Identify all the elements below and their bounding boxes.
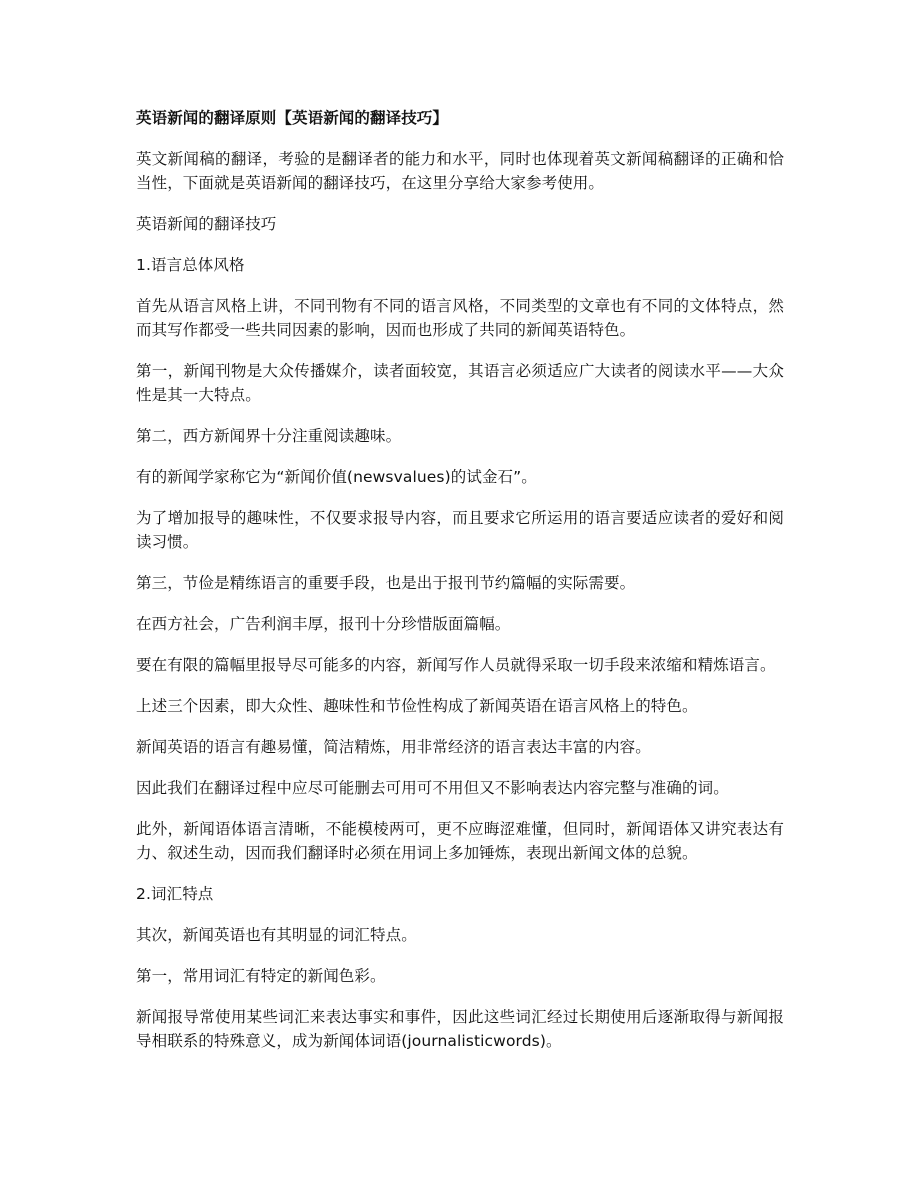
paragraph-intro: 英文新闻稿的翻译，考验的是翻译者的能力和水平，同时也体现着英文新闻稿翻译的正确和恰当性，下面就是英语新闻的翻译技巧，在这里分享给大家参考使用。 [136, 150, 784, 192]
document-page [136, 106, 784, 1070]
paragraph: 有的新闻学家称它为“新闻价值(newsvalues)的试金石”。 [136, 468, 537, 486]
paragraph: 新闻英语的语言有趣易懂，简洁精炼，用非常经济的语言表达丰富的内容。 [136, 738, 651, 756]
section-heading-vocabulary: 2.词汇特点 [136, 885, 214, 903]
section-heading-techniques: 英语新闻的翻译技巧 [136, 215, 277, 233]
paragraph: 在西方社会，广告利润丰厚，报刊十分珍惜版面篇幅。 [136, 615, 511, 633]
paragraph: 其次，新闻英语也有其明显的词汇特点。 [136, 926, 417, 944]
paragraph: 因此我们在翻译过程中应尽可能删去可用可不用但又不影响表达内容完整与准确的词。 [136, 779, 729, 797]
paragraph: 第一，常用词汇有特定的新闻色彩。 [136, 967, 386, 985]
paragraph: 第一，新闻刊物是大众传播媒介，读者面较宽，其语言必须适应广大读者的阅读水平——大众性是其一大特点。 [136, 362, 784, 404]
paragraph: 新闻报导常使用某些词汇来表达事实和事件，因此这些词汇经过长期使用后逐渐取得与新闻报导相联系的特殊意义，成为新闻体词语(journalisticwords)。 [136, 1008, 784, 1050]
section-heading-style: 1.语言总体风格 [136, 256, 245, 274]
paragraph: 要在有限的篇幅里报导尽可能多的内容，新闻写作人员就得采取一切手段来浓缩和精炼语言。 [136, 656, 776, 674]
paragraph: 第三，节俭是精练语言的重要手段，也是出于报刊节约篇幅的实际需要。 [136, 574, 636, 592]
paragraph: 此外，新闻语体语言清晰，不能模棱两可，更不应晦涩难懂，但同时，新闻语体又讲究表达有力、叙述生动，因而我们翻译时必须在用词上多加锤炼，表现出新闻文体的总貌。 [136, 820, 784, 862]
paragraph: 为了增加报导的趣味性，不仅要求报导内容，而且要求它所运用的语言要适应读者的爱好和阅读习惯。 [136, 509, 784, 551]
paragraph: 首先从语言风格上讲，不同刊物有不同的语言风格，不同类型的文章也有不同的文体特点，然而其写作都受一些共同因素的影响，因而也形成了共同的新闻英语特色。 [136, 297, 784, 339]
paragraph: 第二，西方新闻界十分注重阅读趣味。 [136, 427, 402, 445]
paragraph: 上述三个因素，即大众性、趣味性和节俭性构成了新闻英语在语言风格上的特色。 [136, 697, 698, 715]
document-title: 英语新闻的翻译原则【英语新闻的翻译技巧】 [136, 109, 449, 127]
